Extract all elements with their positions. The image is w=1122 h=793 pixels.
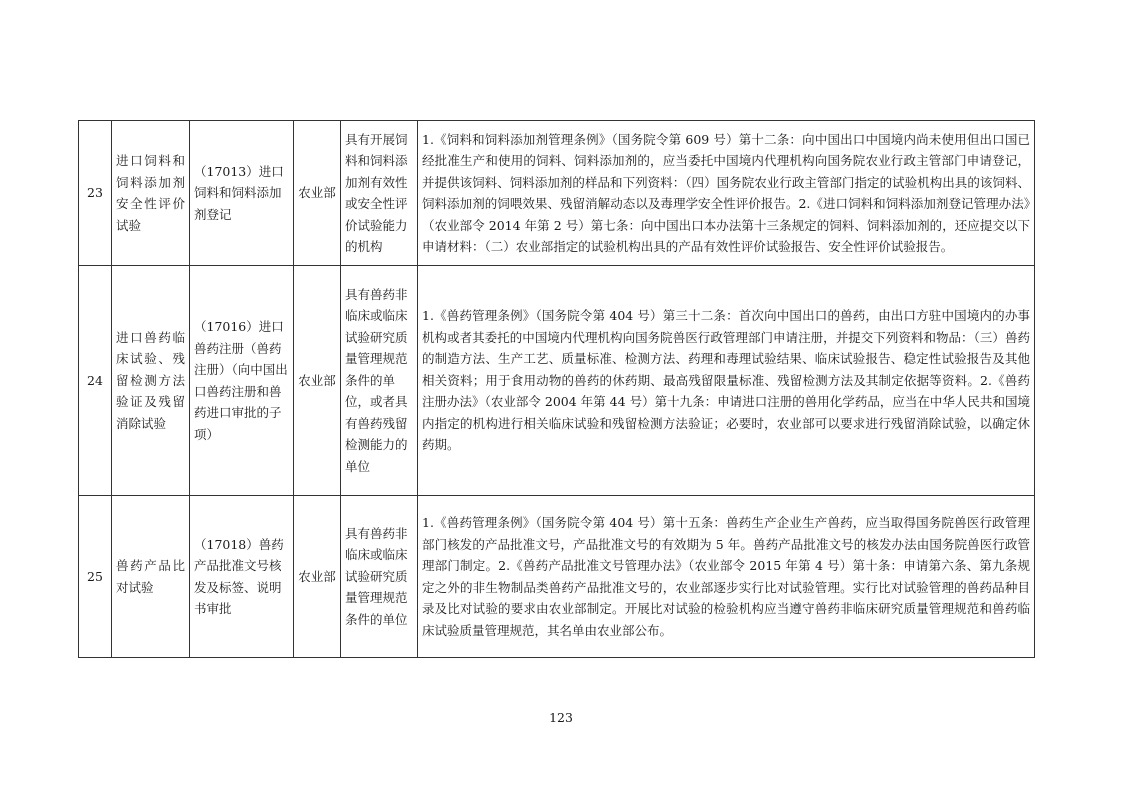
requirements-table [78, 120, 1035, 658]
row-number: 24 [79, 266, 112, 496]
department: 农业部 [294, 266, 341, 496]
legal-basis: 1.《饲料和饲料添加剂管理条例》（国务院令第 609 号）第十二条：向中国出口中国境内尚未使用但出口国已经批准生产和使用的饲料、饲料添加剂的，应当委托中国境内代理机构向国务院农业行政主管部门申请登记，并提供该饲料、饲料添加剂的样品和下列资料：（四）国务院农业行政主管部门指定的试验机构出具的该饲料、饲料添加剂的饲喂效果、残留消解动态以及毒理学安全性评价报告。2.《进口饲料和饲料添加剂登记管理办法》（农业部令 2014 年第 2 号）第七条：向中国出口本办法第十三条规定的饲料、饲料添加剂的，还应提交以下申请材料：（二）农业部指定的试验机构出具的产品有效性评价试验报告、安全性评价试验报告。 [418, 121, 1035, 266]
table-row [79, 496, 1035, 658]
institution-condition: 具有开展饲料和饲料添加剂有效性或安全性评价试验能力的机构 [341, 121, 418, 266]
test-name: 进口兽药临床试验、残留检测方法验证及残留消除试验 [112, 266, 190, 496]
legal-basis: 1.《兽药管理条例》（国务院令第 404 号）第十五条：兽药生产企业生产兽药，应当取得国务院兽医行政管理部门核发的产品批准文号，产品批准文号的有效期为 5 年。兽药产品批准文号的核发办法由国务院兽医行政管理部门制定。2.《兽药产品批准文号管理办法》（农业部令 2015 年第 4 号）第十条：申请第六条、第九条规定之外的非生物制品类兽药产品批准文号的，农业部逐步实行比对试验管理。实行比对试验管理的兽药品种目录及比对试验的要求由农业部制定。开展比对试验的检验机构应当遵守兽药非临床研究质量管理规范和兽药临床试验质量管理规范，其名单由农业部公布。 [418, 496, 1035, 658]
institution-condition: 具有兽药非临床或临床试验研究质量管理规范条件的单位 [341, 496, 418, 658]
table-row [79, 121, 1035, 266]
department: 农业部 [294, 496, 341, 658]
test-name: 进口饲料和饲料添加剂安全性评价试验 [112, 121, 190, 266]
legal-basis: 1.《兽药管理条例》（国务院令第 404 号）第三十二条：首次向中国出口的兽药，由出口方驻中国境内的办事机构或者其委托的中国境内代理机构向国务院兽医行政管理部门申请注册，并提交下列资料和物品：（三）兽药的制造方法、生产工艺、质量标准、检测方法、药理和毒理试验结果、临床试验报告、稳定性试验报告及其他相关资料；用于食用动物的兽药的休药期、最高残留限量标准、残留检测方法及其制定依据等资料。2.《兽药注册办法》（农业部令 2004 年第 44 号）第十九条：申请进口注册的兽用化学药品，应当在中华人民共和国境内指定的机构进行相关临床试验和残留检测方法验证；必要时，农业部可以要求进行残留消除试验，以确定休药期。 [418, 266, 1035, 496]
row-number: 25 [79, 496, 112, 658]
approval-item: （17018）兽药产品批准文号核发及标签、说明书审批 [190, 496, 294, 658]
institution-condition: 具有兽药非临床或临床试验研究质量管理规范条件的单位，或者具有兽药残留检测能力的单位 [341, 266, 418, 496]
approval-item: （17016）进口兽药注册（兽药注册）（向中国出口兽药注册和兽药进口审批的子项） [190, 266, 294, 496]
test-name: 兽药产品比对试验 [112, 496, 190, 658]
department: 农业部 [294, 121, 341, 266]
page-number: 123 [549, 710, 573, 725]
row-number: 23 [79, 121, 112, 266]
approval-item: （17013）进口饲料和饲料添加剂登记 [190, 121, 294, 266]
table-row [79, 266, 1035, 496]
